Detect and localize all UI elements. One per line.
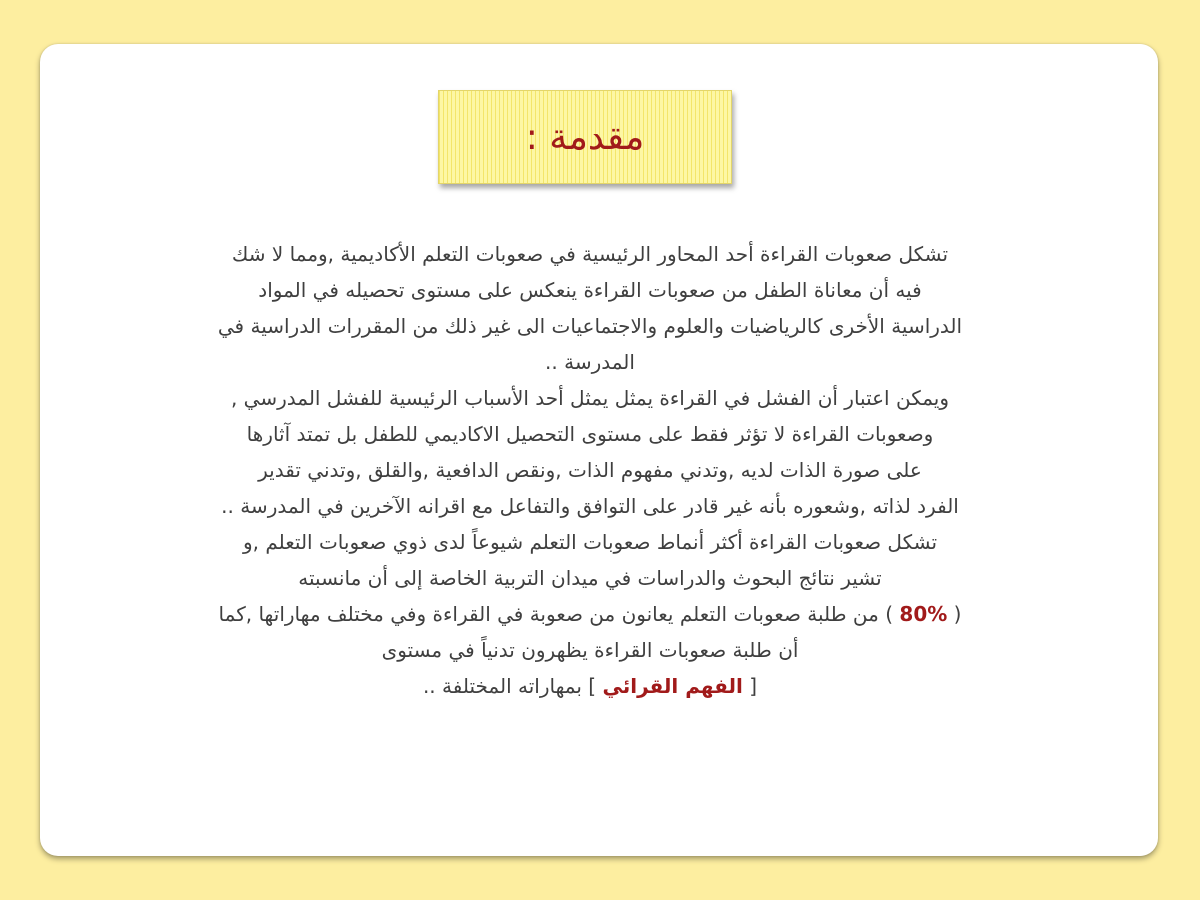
body-line-12: أن طلبة صعوبات القراءة يظهرون تدنياً في مستوى xyxy=(381,638,799,662)
body-line-final xyxy=(140,668,1040,704)
body-line-4: المدرسة .. xyxy=(545,350,635,374)
final-highlight-term: الفهم القرائي xyxy=(602,674,743,698)
body-text xyxy=(140,236,1040,704)
body-line-2: فيه أن معاناة الطفل من صعوبات القراءة ينعكس على مستوى تحصيله في المواد xyxy=(258,278,922,302)
body-line-3: الدراسية الأخرى كالرياضيات والعلوم والاجتماعيات الى غير ذلك من المقررات الدراسية في xyxy=(217,314,963,338)
title-box xyxy=(438,90,732,184)
body-line-9: تشكل صعوبات القراءة أكثر أنماط صعوبات التعلم شيوعاً لدى ذوي صعوبات التعلم ,و xyxy=(242,530,938,554)
body-line-percent xyxy=(140,596,1040,632)
body-line-5: ويمكن اعتبار أن الفشل في القراءة يمثل يمثل أحد الأسباب الرئيسية للفشل المدرسي , xyxy=(230,386,950,410)
final-line-rest: بمهاراته المختلفة .. xyxy=(422,674,589,698)
body-line-6: وصعوبات القراءة لا تؤثر فقط على مستوى التحصيل الاكاديمي للطفل بل تمتد آثارها xyxy=(246,422,934,446)
body-line-10: تشير نتائج البحوث والدراسات في ميدان التربية الخاصة إلى أن مانسبته xyxy=(298,566,882,590)
final-open-bracket: [ xyxy=(742,674,758,698)
percent-line-rest: من طلبة صعوبات التعلم يعانون من صعوبة في القراءة وفي مختلف مهاراتها ,كما xyxy=(218,602,886,626)
slide xyxy=(40,44,1158,856)
percent-open-paren: ( xyxy=(947,602,962,626)
final-close-bracket: ] xyxy=(588,674,603,698)
body-line-8: الفرد لذاته ,وشعوره بأنه غير قادر على التوافق والتفاعل مع اقرانه الآخرين في المدرسة .. xyxy=(221,494,959,518)
percent-close-paren: ) xyxy=(885,602,900,626)
body-line-7: على صورة الذات لديه ,وتدني مفهوم الذات ,ونقص الدافعية ,والقلق ,وتدني تقدير xyxy=(258,458,922,482)
body-line-1: تشكل صعوبات القراءة أحد المحاور الرئيسية في صعوبات التعلم الأكاديمية ,ومما لا شك xyxy=(231,242,949,266)
slide-title: مقدمة : xyxy=(525,116,645,158)
percent-value: 80% xyxy=(899,602,948,626)
